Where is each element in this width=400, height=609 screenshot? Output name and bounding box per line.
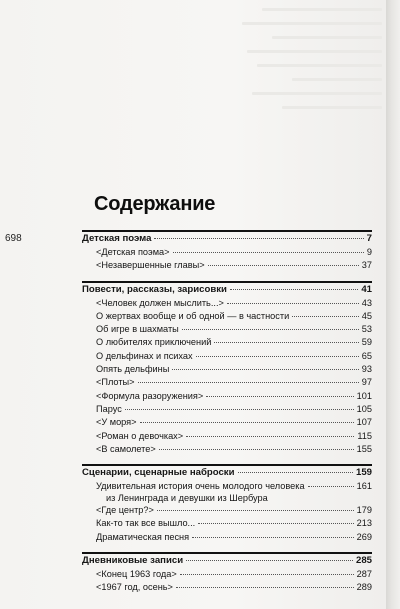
page-number: 698 — [5, 233, 22, 244]
entry-title: Драматическая песня — [96, 531, 190, 542]
dot-leader — [176, 587, 354, 588]
dot-leader — [182, 329, 359, 330]
entry-title: <Незавершенные главы> — [96, 260, 205, 271]
toc-entry[interactable] — [82, 403, 372, 416]
toc-section — [82, 230, 372, 273]
entry-page-number: 107 — [356, 417, 372, 428]
section-page-number: 41 — [361, 283, 372, 295]
entry-page-number: 179 — [356, 505, 372, 516]
toc-entry[interactable] — [82, 310, 372, 323]
table-of-contents — [82, 230, 372, 603]
entry-title: <1967 год, осень> — [96, 582, 173, 593]
dot-leader — [230, 289, 358, 290]
entry-page-number: 289 — [356, 582, 372, 593]
entry-title: О дельфинах и психах — [96, 350, 193, 361]
entry-title: <Плоты> — [96, 377, 135, 388]
dot-leader — [172, 369, 358, 370]
toc-section-heading[interactable] — [82, 554, 372, 568]
toc-entry[interactable] — [82, 531, 372, 544]
toc-section-heading[interactable] — [82, 466, 372, 480]
dot-leader — [206, 396, 353, 397]
toc-entry[interactable] — [82, 443, 372, 456]
page-title: Содержание — [94, 193, 216, 215]
dot-leader — [196, 356, 359, 357]
toc-entry[interactable] — [82, 581, 372, 594]
dot-leader — [186, 560, 353, 561]
dot-leader — [292, 316, 359, 317]
toc-section — [82, 281, 372, 457]
section-title: Дневниковые записи — [82, 555, 184, 567]
entry-title: <Роман о девочках> — [96, 430, 184, 441]
toc-entry[interactable] — [82, 504, 372, 517]
entry-title: Парус — [96, 403, 122, 414]
entry-title: <В самолете> — [96, 443, 156, 454]
toc-section-heading[interactable] — [82, 232, 372, 246]
dot-leader — [180, 574, 354, 575]
section-title: Детская поэма — [82, 233, 152, 244]
entry-title: О любителях приключений — [96, 337, 212, 348]
toc-entry[interactable] — [82, 350, 372, 363]
entry-page-number: 37 — [361, 260, 372, 271]
entry-title: Удивительная история очень молодого человека из Ленинграда и девушки из Шербура — [96, 481, 305, 504]
dot-leader — [159, 449, 354, 450]
entry-title: <У моря> — [96, 417, 137, 428]
entry-title: <Человек должен мыслить...> — [96, 297, 224, 308]
entry-title: <Детская поэма> — [96, 247, 170, 257]
entry-page-number: 155 — [356, 443, 372, 454]
toc-entry[interactable] — [82, 430, 372, 443]
dot-leader — [192, 537, 354, 538]
toc-entry[interactable] — [82, 336, 372, 349]
entry-page-number: 43 — [361, 297, 372, 308]
entry-title: <Конец 1963 года> — [96, 569, 177, 580]
entry-page-number: 115 — [357, 430, 372, 441]
section-title: Сценарии, сценарные наброски — [82, 467, 235, 479]
dot-leader — [173, 252, 364, 253]
dot-leader — [186, 436, 354, 437]
toc-entry[interactable] — [82, 390, 372, 403]
entry-title: Об игре в шахматы — [96, 324, 179, 335]
toc-entry[interactable] — [82, 259, 372, 272]
entry-title: Как-то так все вышло... — [96, 518, 196, 529]
dot-leader — [125, 409, 354, 410]
section-page-number: 285 — [355, 555, 372, 567]
page-edge — [386, 0, 400, 609]
dot-leader — [238, 472, 353, 473]
toc-entry[interactable] — [82, 363, 372, 376]
toc-entry[interactable] — [82, 323, 372, 336]
section-page-number: 7 — [366, 233, 372, 244]
dot-leader — [157, 510, 354, 511]
dot-leader — [308, 486, 354, 487]
entry-page-number: 9 — [366, 247, 372, 257]
show-through-text — [232, 8, 382, 120]
dot-leader — [227, 303, 359, 304]
dot-leader — [198, 523, 353, 524]
section-page-number: 159 — [355, 467, 372, 479]
entry-page-number: 213 — [356, 518, 372, 529]
entry-page-number: 53 — [361, 324, 372, 335]
dot-leader — [140, 422, 354, 423]
entry-title: <Формула разоружения> — [96, 390, 204, 401]
entry-page-number: 59 — [361, 337, 372, 348]
entry-title: Опять дельфины — [96, 364, 170, 375]
toc-entry[interactable] — [82, 517, 372, 530]
toc-section — [82, 464, 372, 544]
section-title: Повести, рассказы, зарисовки — [82, 283, 227, 295]
entry-page-number: 45 — [361, 310, 372, 321]
entry-page-number: 287 — [356, 569, 372, 580]
entry-page-number: 65 — [361, 350, 372, 361]
entry-title: <Где центр?> — [96, 505, 154, 516]
entry-title: О жертвах вообще и об одной — в частности — [96, 310, 290, 321]
toc-section-heading[interactable] — [82, 283, 372, 297]
toc-entry[interactable] — [82, 376, 372, 389]
toc-entry[interactable] — [82, 480, 372, 504]
entry-page-number: 101 — [356, 390, 372, 401]
toc-entry[interactable] — [82, 246, 372, 259]
dot-leader — [154, 238, 363, 239]
entry-page-number: 161 — [356, 481, 372, 492]
toc-section — [82, 552, 372, 595]
dot-leader — [208, 265, 359, 266]
dot-leader — [214, 342, 358, 343]
toc-entry[interactable] — [82, 416, 372, 429]
entry-page-number: 93 — [361, 364, 372, 375]
toc-entry[interactable] — [82, 568, 372, 581]
toc-entry[interactable] — [82, 297, 372, 310]
entry-title-line2: из Ленинграда и девушки из Шербура — [106, 493, 268, 504]
entry-page-number: 105 — [356, 403, 372, 414]
dot-leader — [138, 382, 359, 383]
entry-page-number: 97 — [361, 377, 372, 388]
entry-page-number: 269 — [356, 531, 372, 542]
